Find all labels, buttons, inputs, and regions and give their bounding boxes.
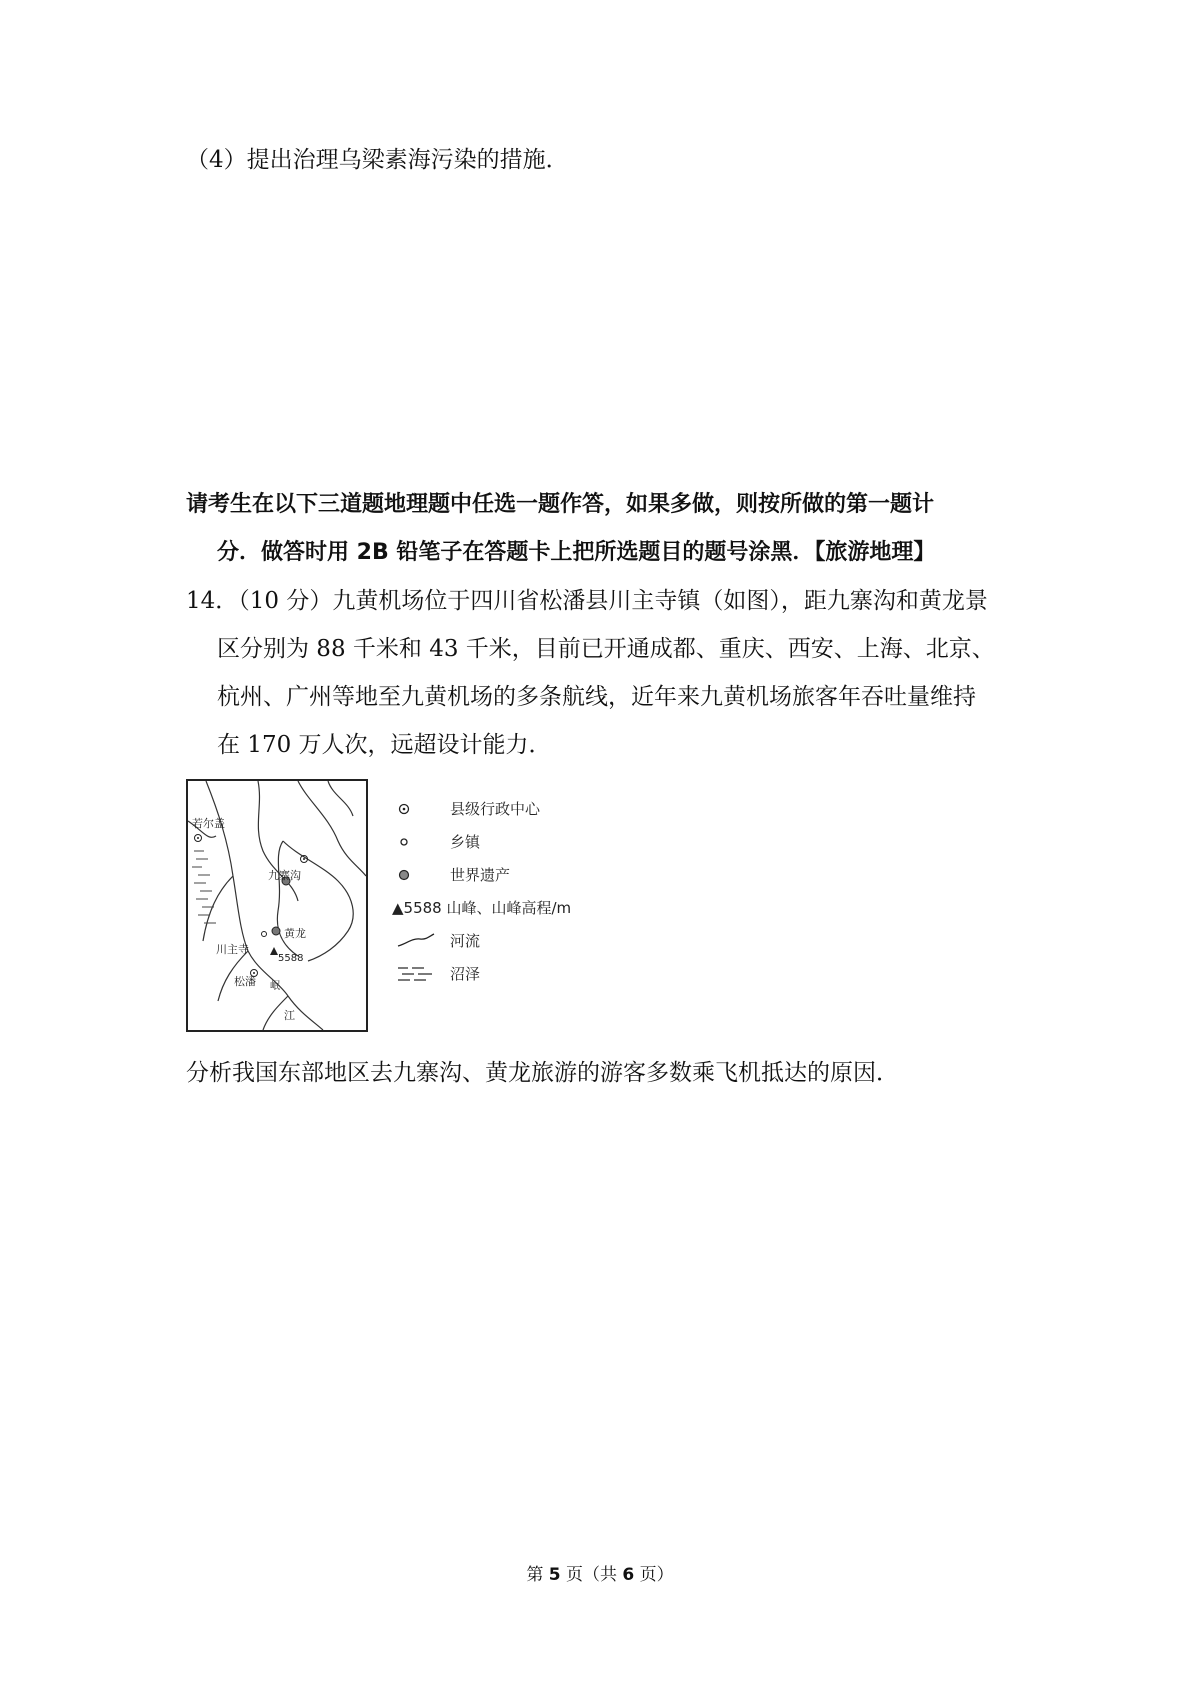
swamp-marks: [192, 851, 216, 923]
label-jiang: 江: [284, 1009, 295, 1022]
q14-question: 分析我国东部地区去九寨沟、黄龙旅游的游客多数乘飞机抵达的原因．: [186, 1060, 899, 1086]
page-total: 6: [622, 1565, 635, 1585]
world-heritage-icon: [396, 864, 420, 886]
county-center-icon: [396, 798, 420, 820]
question-4: （4）提出治理乌梁素海污染的措施．: [186, 147, 569, 173]
page-number: 5: [548, 1565, 561, 1585]
peak-icon: ▲5588 山峰、山峰高程/m: [392, 899, 572, 917]
page-footer: 第 5 页（共 6 页）: [526, 1565, 674, 1585]
peak-marker: [270, 947, 278, 955]
q14-line-3: 杭州、广州等地至九黄机场的多条航线，近年来九黄机场旅客年吞吐量维持: [217, 684, 976, 710]
label-peak: 5588: [278, 953, 304, 964]
chuanzhusi-marker: [262, 932, 267, 937]
label-songpan: 松潘: [234, 975, 256, 988]
q14-line-1: 14．（10 分）九黄机场位于四川省松潘县川主寺镇（如图），距九寨沟和黄龙景: [186, 588, 988, 614]
map-figure: [186, 779, 368, 1032]
huanglong-heritage-marker: [272, 927, 280, 935]
town-icon: [396, 831, 420, 853]
instruction-line-2: 分．做答时用 2B 铅笔子在答题卡上把所选题目的题号涂黑．【旅游地理】: [217, 540, 936, 565]
river-icon: [396, 930, 436, 952]
swamp-icon: [396, 963, 436, 985]
label-huanglong: 黄龙: [284, 927, 306, 940]
q14-line-2: 区分别为 88 千米和 43 千米，目前已开通成都、重庆、西安、上海、北京、: [217, 636, 995, 662]
label-ruoergai: 若尔盖: [192, 817, 225, 830]
label-min: 岷: [270, 981, 280, 992]
q14-line-4: 在 170 万人次，远超设计能力．: [217, 732, 552, 758]
instruction-line-1: 请考生在以下三道题地理题中任选一题作答，如果多做，则按所做的第一题计: [186, 492, 935, 517]
label-chuanzhusi: 川主寺: [216, 943, 249, 956]
label-jiuzhaigou: 九寨沟: [268, 869, 301, 882]
